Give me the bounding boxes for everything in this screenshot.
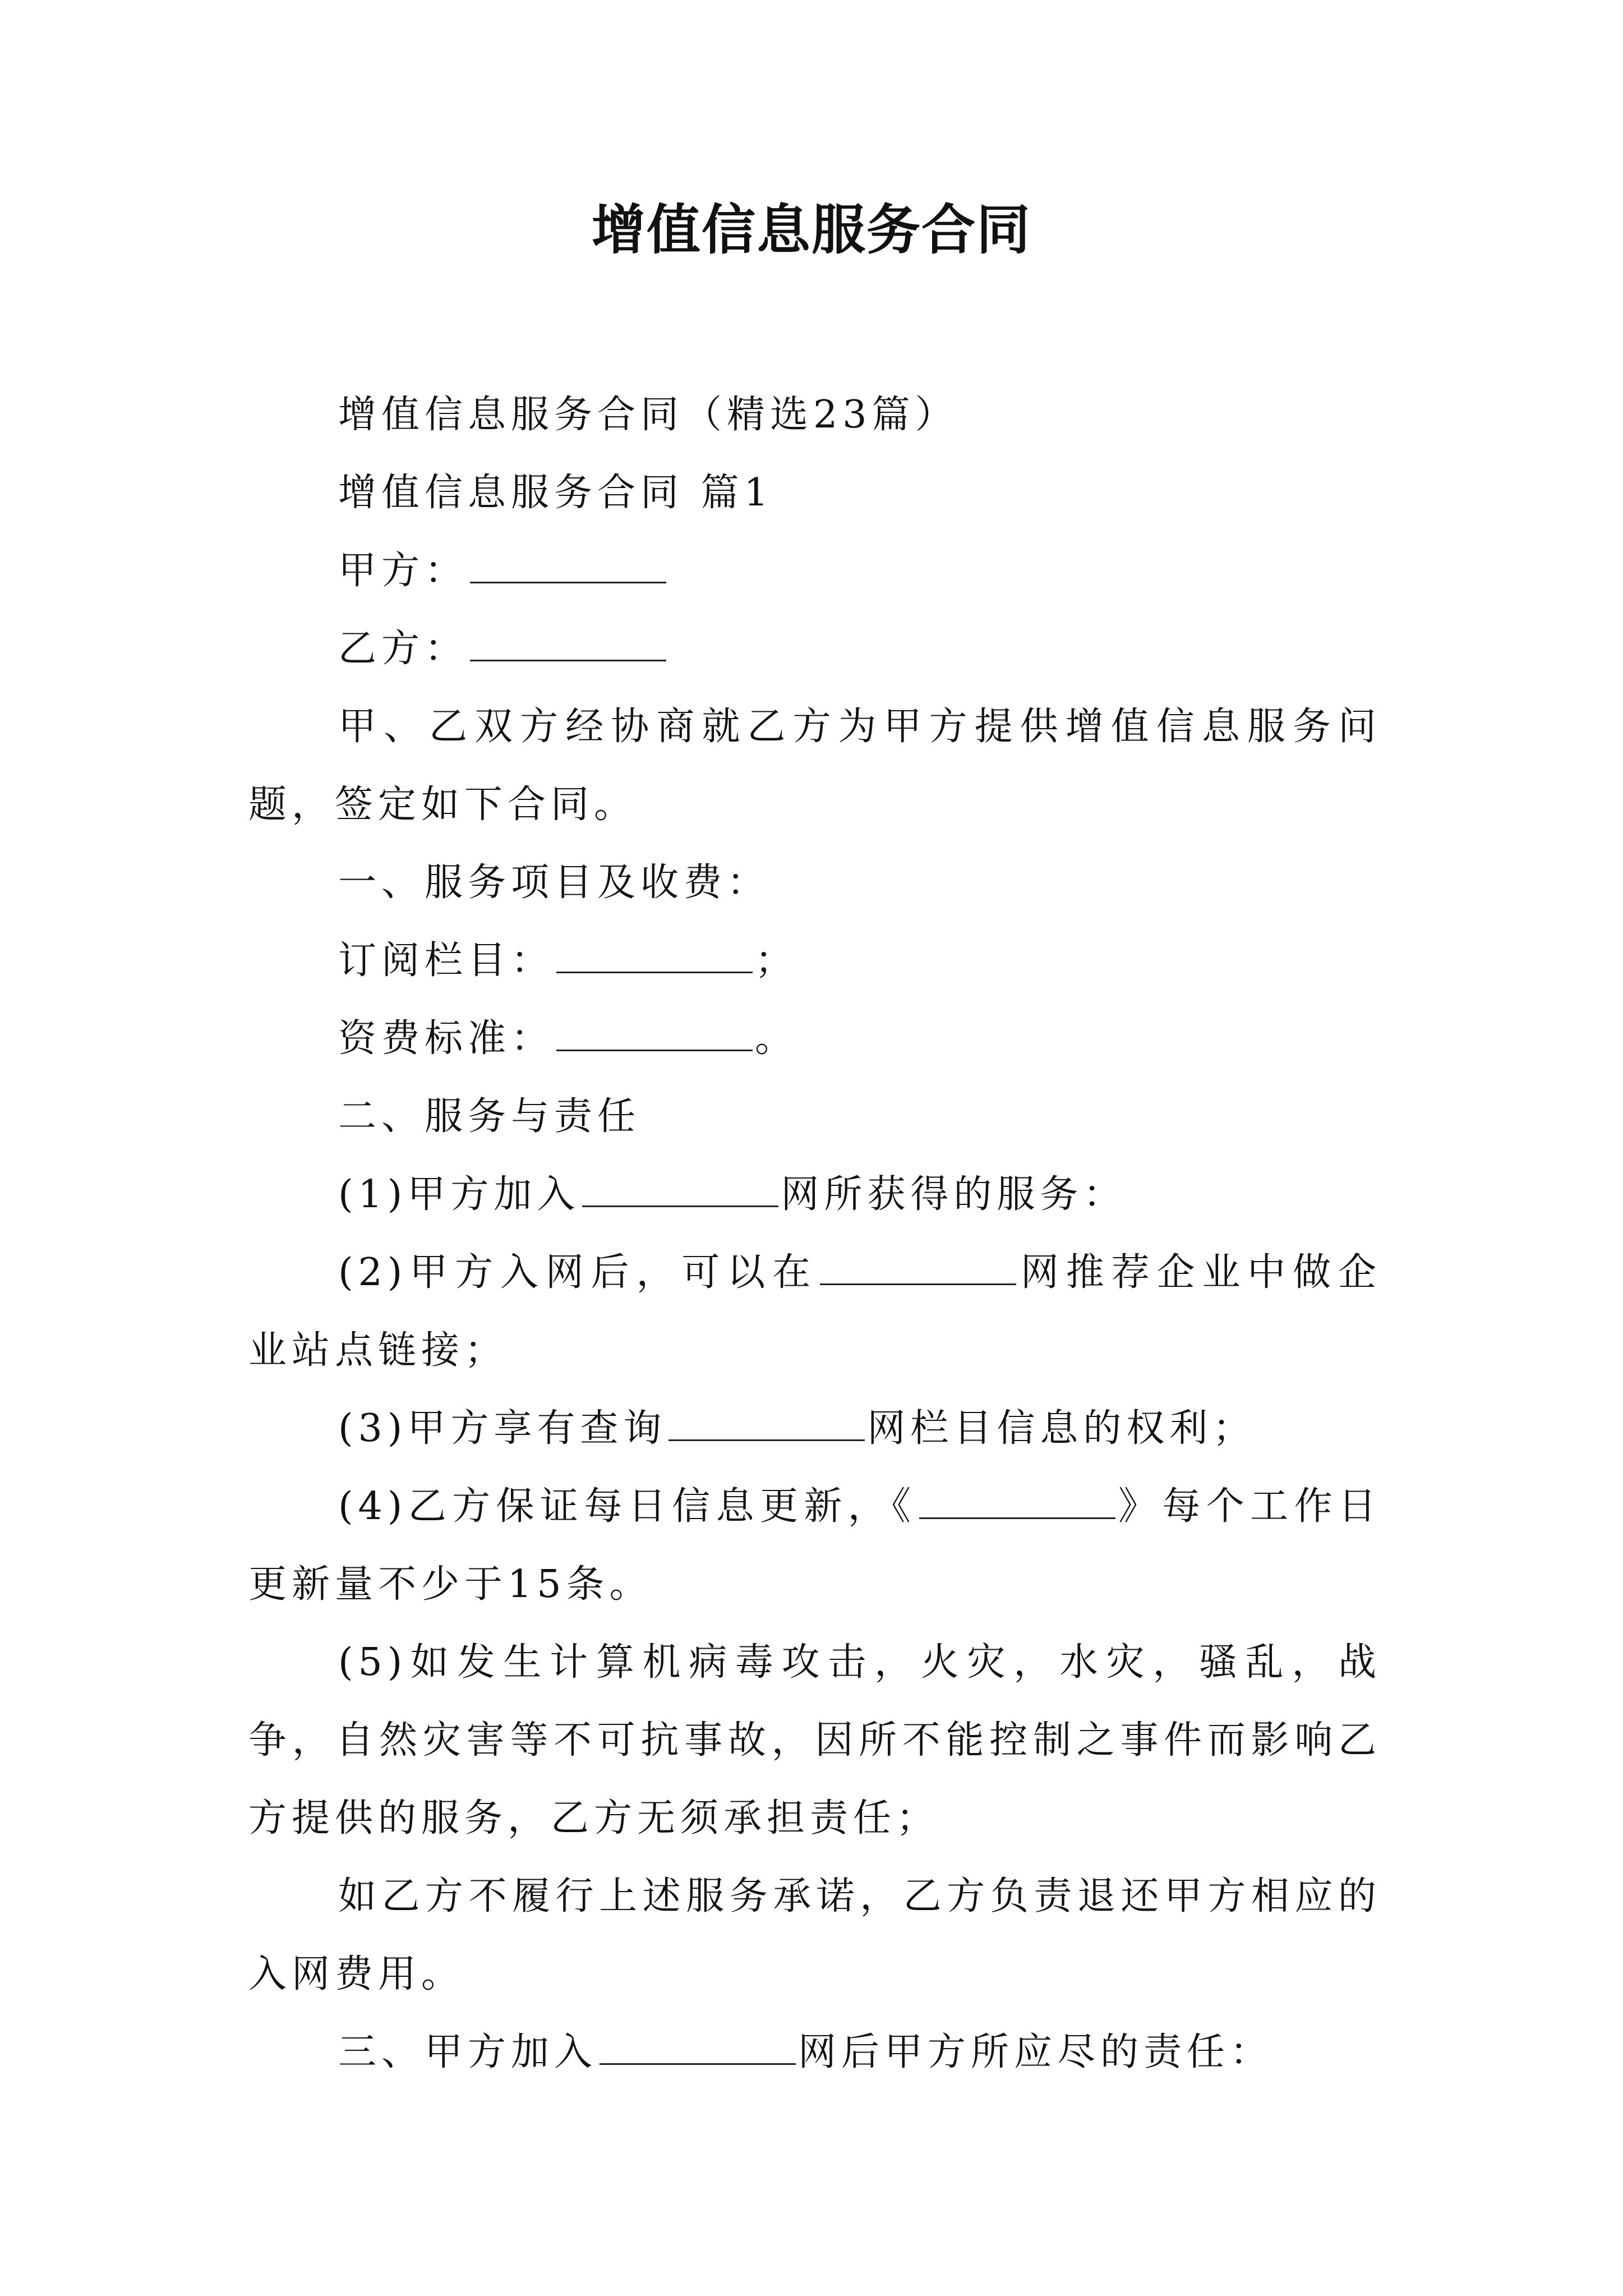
item-2-blank <box>820 1250 1016 1285</box>
section-heading-text: 增值信息服务合同 篇1 <box>338 471 773 515</box>
subtitle-text: 增值信息服务合同（精选23篇） <box>338 393 958 437</box>
party-b-blank <box>470 626 666 661</box>
clause-1-heading-text: 一、服务项目及收费： <box>338 861 771 905</box>
item-4-lead: (4)乙方保证每日信息更新，《 <box>338 1484 917 1529</box>
fee-standard-blank <box>556 1016 753 1051</box>
document-body <box>248 376 1381 2091</box>
item-1-lead: (1)甲方加入 <box>338 1172 580 1217</box>
party-a-blank <box>470 548 666 583</box>
item-5-paragraph <box>248 1623 1381 1857</box>
subscription-label: 订阅栏目： <box>338 938 555 983</box>
subscription-tail: ； <box>755 938 799 983</box>
clause-3-blank <box>600 2030 796 2065</box>
item-1-paragraph <box>248 1156 1381 1234</box>
fee-standard-label: 资费标准： <box>338 1016 555 1061</box>
item-2-tail: 网推荐企业中做企业站点链接； <box>248 1250 1381 1373</box>
party-a-label: 甲方： <box>338 549 468 593</box>
clause-2-heading <box>248 1078 1381 1156</box>
item-4-blank <box>919 1484 1115 1519</box>
item-2-paragraph <box>248 1234 1381 1389</box>
item-2-lead: (2)甲方入网后，可以在 <box>338 1250 818 1295</box>
clause-3-lead: 三、甲方加入 <box>338 2030 598 2074</box>
party-b-label: 乙方： <box>338 627 468 671</box>
clause-1-heading <box>248 844 1381 922</box>
subscription-blank <box>556 938 753 973</box>
document-title: 增值信息服务合同 <box>592 199 1031 261</box>
item-4-tail: 》每个工作日更新量不少于15条。 <box>248 1484 1381 1607</box>
item-1-blank <box>582 1172 778 1207</box>
intro-text: 甲、乙双方经协商就乙方为甲方提供增值信息服务问题，签定如下合同。 <box>248 705 1381 827</box>
clause-3-tail: 网后甲方所应尽的责任： <box>798 2030 1274 2074</box>
section-heading-paragraph <box>248 454 1381 532</box>
item-5-text: (5)如发生计算机病毒攻击，火灾，水灾，骚乱，战争，自然灾害等不可抗事故，因所不能控制之事件而影响乙方提供的服务，乙方无须承担责任； <box>248 1640 1381 1841</box>
party-a-paragraph <box>248 532 1381 610</box>
refund-text: 如乙方不履行上述服务承诺，乙方负责退还甲方相应的入网费用。 <box>248 1874 1381 1996</box>
item-4-paragraph <box>248 1467 1381 1623</box>
item-3-lead: (3)甲方享有查询 <box>338 1406 667 1451</box>
item-3-blank <box>668 1406 865 1441</box>
clause-3-heading <box>248 2013 1381 2091</box>
party-b-paragraph <box>248 610 1381 688</box>
item-1-tail: 网所获得的服务： <box>781 1172 1127 1217</box>
subtitle-paragraph <box>248 376 1381 454</box>
fee-standard-paragraph <box>248 1000 1381 1078</box>
clause-2-heading-text: 二、服务与责任 <box>338 1094 641 1139</box>
item-3-tail: 网栏目信息的权利； <box>867 1406 1256 1451</box>
fee-standard-tail: 。 <box>755 1016 799 1061</box>
item-3-paragraph <box>248 1389 1381 1467</box>
intro-paragraph <box>248 688 1381 844</box>
refund-paragraph <box>248 1857 1381 2013</box>
subscription-paragraph <box>248 922 1381 1000</box>
